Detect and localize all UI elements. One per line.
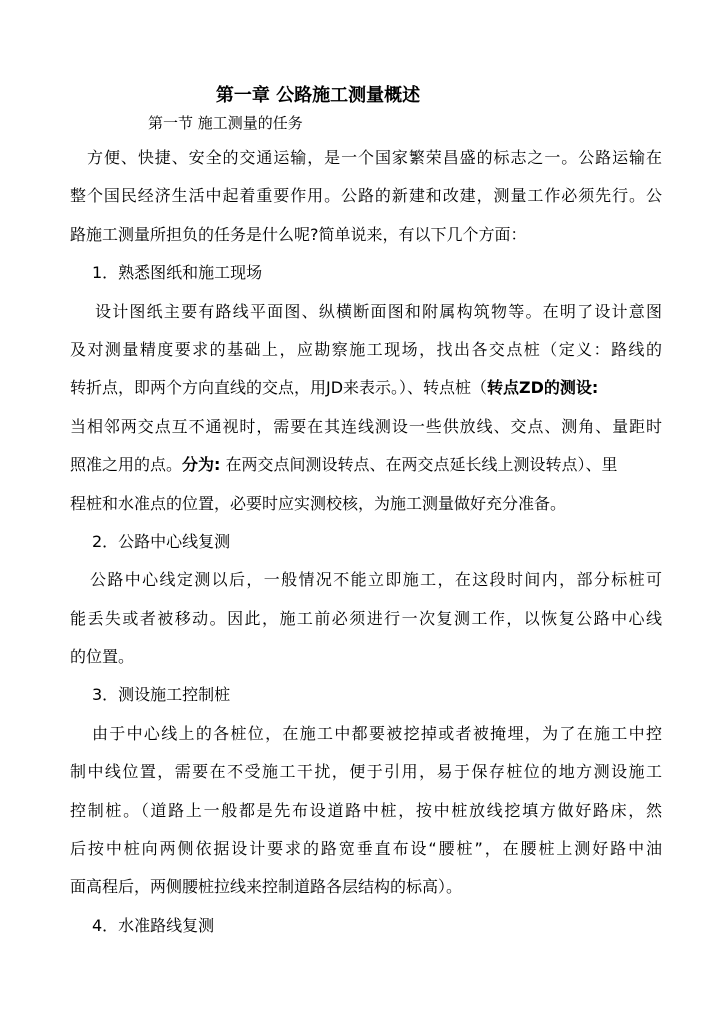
section-heading-2: 2．公路中心线复测: [92, 531, 231, 551]
paragraph-line: 当相邻两交点互不通视时，需要在其连线测设一些供放线、交点、测角、量距时: [70, 416, 662, 436]
section-heading-3: 3．测设施工控制桩: [92, 685, 231, 705]
intro-line: 方便、快捷、安全的交通运输，是一个国家繁荣昌盛的标志之一。公路运输在: [87, 148, 662, 167]
paragraph-line: 公路中心线定测以后，一般情况不能立即施工，在这段时间内，部分标桩可: [90, 570, 662, 590]
chapter-title: 第一章 公路施工测量概述: [215, 85, 421, 106]
paragraph-line: 后按中桩向两侧依据设计要求的路宽垂直布设“腰桩”，在腰桩上测好路中油: [70, 839, 662, 859]
intro-line: 路施工测量所担负的任务是什么呢?简单说来，有以下几个方面：: [70, 224, 527, 244]
bold-term: 转点ZD的测设:: [487, 378, 599, 398]
text-run: 在两交点间测设转点、在两交点延长线上测设转点）、里: [220, 455, 618, 475]
paragraph-line: 能丢失或者被移动。因此，施工前必须进行一次复测工作，以恢复公路中心线: [70, 608, 662, 628]
bold-term: 分为:: [182, 455, 221, 475]
paragraph-line: 的位置。: [70, 647, 135, 667]
paragraph-line: [70, 369, 662, 407]
paragraph-line: 设计图纸主要有路线平面图、纵横断面图和附属构筑物等。在明了设计意图: [95, 301, 662, 321]
paragraph-line: 面高程后，两侧腰桩拉线来控制道路各层结构的标高）。: [70, 877, 463, 897]
section-heading-1: 1．熟悉图纸和施工现场: [92, 263, 263, 283]
document-body: [70, 139, 662, 945]
section-subtitle: 第一节 施工测量的任务: [148, 114, 303, 132]
paragraph-line: 程桩和水准点的位置，必要时应实测校核，为施工测量做好充分准备。: [70, 493, 567, 513]
paragraph-line: 控制桩。（道路上一般都是先布设道路中桩，按中桩放线挖填方做好路床，然: [70, 800, 662, 820]
paragraph-line: 及对测量精度要求的基础上，应勘察施工现场，找出各交点桩（定义：路线的: [70, 339, 662, 359]
paragraph-line: [70, 446, 662, 484]
text-run: 转折点，即两个方向直线的交点，用JD来表示。）、转点桩（: [70, 378, 488, 398]
paragraph-line: 制中线位置，需要在不受施工干扰，便于引用，易于保存桩位的地方测设施工: [70, 762, 662, 782]
paragraph-line: 由于中心线上的各桩位，在施工中都要被挖掉或者被掩埋，为了在施工中控: [92, 723, 662, 743]
section-heading-4: 4．水准路线复测: [92, 915, 215, 935]
intro-line: 整个国民经济生活中起着重要作用。公路的新建和改建，测量工作必须先行。公: [70, 186, 662, 206]
text-run: 照准之用的点。: [70, 455, 183, 475]
